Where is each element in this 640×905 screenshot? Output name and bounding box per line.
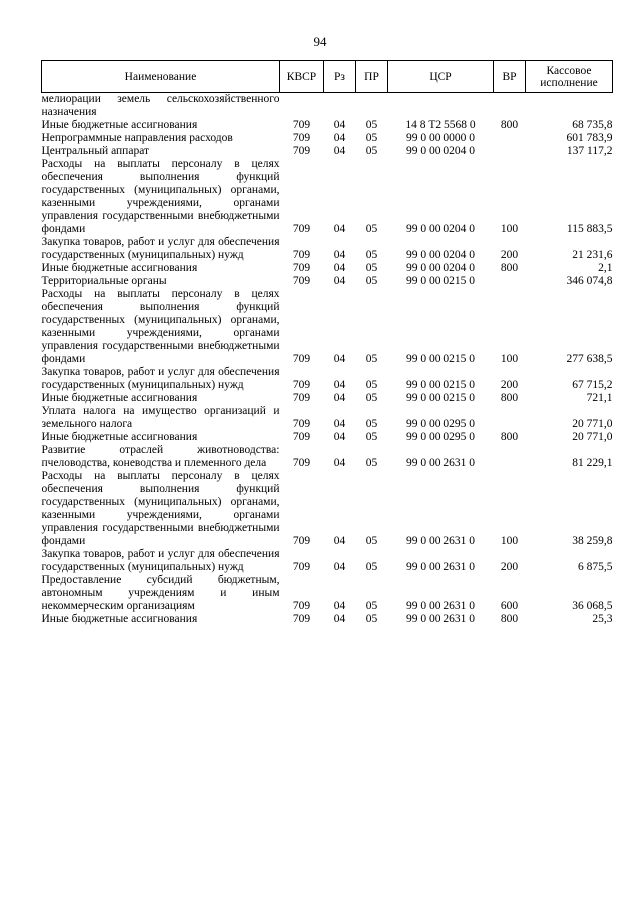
row-csr: 99 0 00 0215 0: [406, 392, 475, 404]
row-rz: 04: [333, 379, 346, 391]
row-rz: 04: [333, 431, 346, 443]
column-header-amount: Кассовое исполнение: [526, 61, 613, 93]
budget-execution-table: [41, 60, 613, 626]
row-name: Развитие отраслей животноводства: пчеловодства, коневодства и племенного дела: [41, 444, 280, 469]
row-amount: 68 735,8: [572, 119, 613, 131]
row-amount: [526, 93, 613, 120]
row-kvsr: 709: [292, 262, 311, 274]
row-kvsr: 709: [292, 119, 311, 131]
table-row: [42, 574, 613, 613]
table-row: [42, 548, 613, 574]
row-csr: 99 0 00 0204 0: [406, 223, 475, 235]
row-vr: 800: [500, 613, 519, 625]
row-name: Иные бюджетные ассигнования: [41, 262, 198, 274]
row-csr: 99 0 00 0000 0: [406, 132, 475, 144]
row-kvsr: 709: [292, 600, 311, 612]
row-vr: [494, 132, 526, 145]
row-amount: 6 875,5: [578, 561, 613, 573]
table-row: [42, 158, 613, 236]
row-name: Закупка товаров, работ и услуг для обеспечения государственных (муниципальных) нужд: [41, 236, 280, 261]
row-csr: 99 0 00 0215 0: [406, 379, 475, 391]
row-vr: 800: [500, 392, 519, 404]
row-amount: 25,3: [592, 613, 613, 625]
table-row: [42, 392, 613, 405]
row-csr: 99 0 00 2631 0: [406, 457, 475, 469]
row-rz: 04: [333, 145, 346, 157]
row-csr: 99 0 00 2631 0: [406, 600, 475, 612]
table-row: [42, 262, 613, 275]
row-rz: 04: [333, 613, 346, 625]
row-kvsr: 709: [292, 613, 311, 625]
column-header-pr: ПР: [356, 61, 388, 93]
row-amount: 21 231,6: [572, 249, 613, 261]
column-header-vr: ВР: [494, 61, 526, 93]
row-kvsr: 709: [292, 379, 311, 391]
row-csr: 99 0 00 0295 0: [406, 418, 475, 430]
row-kvsr: [280, 93, 324, 120]
row-kvsr: 709: [292, 431, 311, 443]
row-pr: 05: [365, 418, 378, 430]
row-amount: 277 638,5: [566, 353, 613, 365]
row-name: Территориальные органы: [41, 275, 167, 287]
row-rz: 04: [333, 457, 346, 469]
row-name: Иные бюджетные ассигнования: [41, 392, 198, 404]
row-name: Расходы на выплаты персоналу в целях обеспечения выполнения функций государственных (муниципальных) органами, казенными учреждениями, органами управления государственными внебюджетными фондами: [41, 288, 280, 365]
row-name: Иные бюджетные ассигнования: [41, 119, 198, 131]
table-row: [42, 444, 613, 470]
row-csr: 99 0 00 2631 0: [406, 535, 475, 547]
row-rz: 04: [333, 249, 346, 261]
row-amount: 601 783,9: [566, 132, 613, 144]
row-csr: [388, 93, 494, 120]
column-header-csr: ЦСР: [388, 61, 494, 93]
row-rz: 04: [333, 535, 346, 547]
row-name: Расходы на выплаты персоналу в целях обеспечения выполнения функций государственных (муниципальных) органами, казенными учреждениями, органами управления государственными внебюджетными фондами: [41, 470, 280, 547]
row-kvsr: 709: [292, 132, 311, 144]
row-pr: 05: [365, 431, 378, 443]
row-amount: 36 068,5: [572, 600, 613, 612]
row-rz: 04: [333, 132, 346, 144]
row-vr: 100: [500, 353, 519, 365]
row-rz: [324, 93, 356, 120]
row-vr: 100: [500, 223, 519, 235]
row-name: мелиорации земель сельскохозяйственного назначения: [41, 93, 280, 118]
row-vr: [494, 275, 526, 288]
row-pr: 05: [365, 561, 378, 573]
row-amount: 721,1: [586, 392, 613, 404]
table-row: [42, 470, 613, 548]
row-pr: 05: [365, 275, 378, 287]
row-kvsr: 709: [292, 353, 311, 365]
row-kvsr: 709: [292, 457, 311, 469]
column-header-kvsr: КВСР: [280, 61, 324, 93]
row-vr: [494, 444, 526, 470]
table-row: [42, 288, 613, 366]
row-name: Закупка товаров, работ и услуг для обеспечения государственных (муниципальных) нужд: [41, 366, 280, 391]
row-pr: 05: [365, 379, 378, 391]
row-name: Предоставление субсидий бюджетным, автономным учреждениям и иным некоммерческим организациям: [41, 574, 280, 612]
table-row: [42, 613, 613, 626]
row-amount: 115 883,5: [566, 223, 613, 235]
row-amount: 2,1: [598, 262, 613, 274]
row-name: Иные бюджетные ассигнования: [41, 431, 198, 443]
row-pr: 05: [365, 535, 378, 547]
table-row: [42, 119, 613, 132]
column-header-name: Наименование: [42, 61, 280, 93]
row-name: Непрограммные направления расходов: [41, 132, 233, 144]
row-vr: 800: [500, 119, 519, 131]
row-rz: 04: [333, 275, 346, 287]
row-rz: 04: [333, 392, 346, 404]
row-vr: 600: [500, 600, 519, 612]
row-amount: 20 771,0: [572, 418, 613, 430]
row-kvsr: 709: [292, 223, 311, 235]
table-row: [42, 145, 613, 158]
row-vr: [494, 145, 526, 158]
row-rz: 04: [333, 262, 346, 274]
row-name: Уплата налога на имущество организаций и земельного налога: [41, 405, 280, 430]
row-pr: 05: [365, 457, 378, 469]
row-kvsr: 709: [292, 249, 311, 261]
row-vr: 800: [500, 431, 519, 443]
table-header-row: [42, 61, 613, 93]
table-row: [42, 431, 613, 444]
row-pr: [356, 93, 388, 120]
row-csr: 99 0 00 0204 0: [406, 145, 475, 157]
row-csr: 99 0 00 0204 0: [406, 262, 475, 274]
row-vr: [494, 405, 526, 431]
row-name: Иные бюджетные ассигнования: [41, 613, 198, 625]
row-kvsr: 709: [292, 392, 311, 404]
row-vr: 200: [500, 561, 519, 573]
row-pr: 05: [365, 249, 378, 261]
row-pr: 05: [365, 145, 378, 157]
row-vr: 800: [500, 262, 519, 274]
table-row: [42, 405, 613, 431]
row-csr: 14 8 Т2 5568 0: [405, 119, 476, 131]
row-pr: 05: [365, 223, 378, 235]
row-rz: 04: [333, 223, 346, 235]
table-row: [42, 275, 613, 288]
row-kvsr: 709: [292, 561, 311, 573]
row-pr: 05: [365, 132, 378, 144]
row-csr: 99 0 00 0204 0: [406, 249, 475, 261]
table-row: [42, 236, 613, 262]
row-kvsr: 709: [292, 418, 311, 430]
row-kvsr: 709: [292, 145, 311, 157]
row-kvsr: 709: [292, 275, 311, 287]
row-pr: 05: [365, 262, 378, 274]
table-row: [42, 132, 613, 145]
row-rz: 04: [333, 119, 346, 131]
row-pr: 05: [365, 613, 378, 625]
row-vr: 200: [500, 379, 519, 391]
row-vr: 100: [500, 535, 519, 547]
row-csr: 99 0 00 0215 0: [406, 275, 475, 287]
row-csr: 99 0 00 2631 0: [406, 561, 475, 573]
row-kvsr: 709: [292, 535, 311, 547]
row-vr: [494, 93, 526, 120]
column-header-rz: Рз: [324, 61, 356, 93]
row-pr: 05: [365, 119, 378, 131]
row-vr: 200: [500, 249, 519, 261]
row-rz: 04: [333, 418, 346, 430]
row-rz: 04: [333, 600, 346, 612]
row-amount: 20 771,0: [572, 431, 613, 443]
row-csr: 99 0 00 0215 0: [406, 353, 475, 365]
page-number: 94: [313, 34, 327, 49]
row-rz: 04: [333, 353, 346, 365]
row-pr: 05: [365, 600, 378, 612]
row-pr: 05: [365, 353, 378, 365]
row-amount: 38 259,8: [572, 535, 613, 547]
table-row: [42, 366, 613, 392]
row-pr: 05: [365, 392, 378, 404]
row-amount: 346 074,8: [566, 275, 613, 287]
row-rz: 04: [333, 561, 346, 573]
row-name: Центральный аппарат: [41, 145, 150, 157]
row-amount: 67 715,2: [572, 379, 613, 391]
row-name: Закупка товаров, работ и услуг для обеспечения государственных (муниципальных) нужд: [41, 548, 280, 573]
row-amount: 137 117,2: [566, 145, 613, 157]
table-row: [42, 93, 613, 120]
row-csr: 99 0 00 2631 0: [406, 613, 475, 625]
row-csr: 99 0 00 0295 0: [406, 431, 475, 443]
row-name: Расходы на выплаты персоналу в целях обеспечения выполнения функций государственных (муниципальных) органами, казенными учреждениями, органами управления государственными внебюджетными фондами: [41, 158, 280, 235]
row-amount: 81 229,1: [572, 457, 613, 469]
